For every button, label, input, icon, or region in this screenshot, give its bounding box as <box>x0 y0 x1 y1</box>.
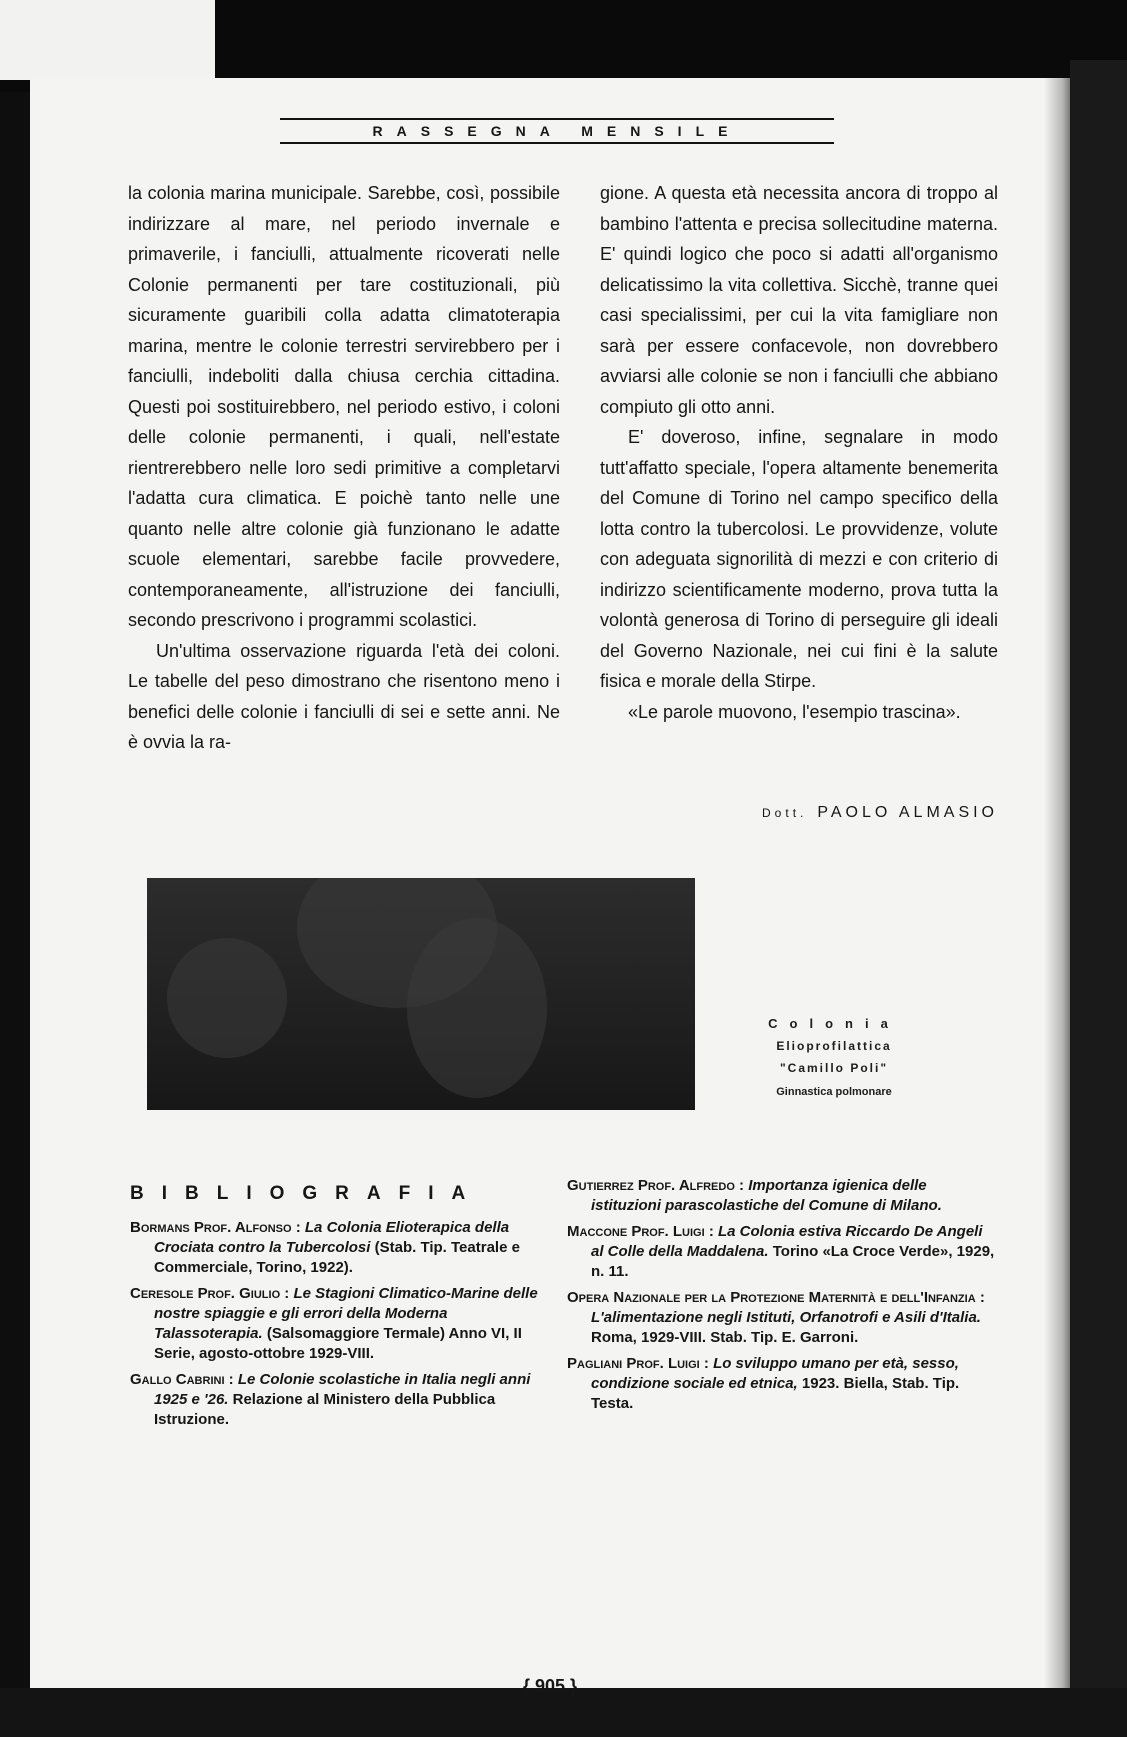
bib-title: Le Colonie scolastiche in Italia negli anni 1925 e '26. <box>154 1371 531 1408</box>
page-number-value: 905 <box>534 1676 566 1696</box>
bib-author: Bormans Prof. Alfonso : <box>130 1219 301 1236</box>
bibliography-entry <box>130 1284 555 1364</box>
bibliography-column-left <box>130 1218 555 1436</box>
paragraph: la colonia marina municipale. Sarebbe, così, possibile indirizzare al mare, nel periodo invernale e primaverile, i fanciulli, attualmente ricoverati nelle Colonie permanenti per tare costituzionali, più sicuramente guaribili colla adatta climatoterapia marina, mentre le colonie terrestri servirebbero per i fanciulli, indeboliti dalla chiusa cerchia cittadina. Questi poi sostituirebbero, nel periodo estivo, i coloni delle colonie permanenti, i quali, nell'estate rientrerebbero nelle loro sedi primitive a completarvi l'adatta cura climatica. E poichè tanto nelle une quanto nelle altre colonie già funzionano le adatte scuole elementari, sarebbe facile provvedere, contemporaneamente, all'istruzione dei fanciulli, secondo prescrivono i programmi scolastici. <box>128 183 560 630</box>
bibliography-entry <box>130 1218 555 1278</box>
bibliography-heading: BIBLIOGRAFIA <box>130 1183 484 1204</box>
bibliography-entry <box>130 1370 555 1430</box>
bib-details: Relazione al Ministero della Pubblica Istruzione. <box>154 1391 496 1428</box>
photo-foliage <box>167 938 287 1058</box>
running-head: RASSEGNA MENSILE <box>280 118 834 144</box>
photo-foliage <box>407 918 547 1098</box>
signature-name: PAOLO ALMASIO <box>817 804 998 821</box>
bib-details: 1923. Biella, Stab. Tip. Testa. <box>591 1375 960 1412</box>
bib-details: Torino «La Croce Verde», 1929, n. 11. <box>591 1243 995 1280</box>
bib-title: La Colonia Elioterapica della Crociata contro la Tubercolosi <box>154 1219 510 1256</box>
bibliography-entry <box>567 1176 995 1216</box>
scan-border-right <box>1070 60 1127 1737</box>
caption-line: "Camillo Poli" <box>779 1061 889 1075</box>
paragraph: «Le parole muovono, l'esempio trascina». <box>628 701 961 722</box>
scan-border-step <box>0 0 215 80</box>
bib-title: L'alimentazione negli Istituti, Orfanotrofi e Asili d'Italia. <box>591 1309 981 1326</box>
paragraph: E' doveroso, infine, segnalare in modo tutt'affatto speciale, l'opera altamente benemerita del Comune di Torino nel campo specifico della lotta contro la tubercolosi. Le provvidenze, volute con adeguata signorilità di mezzi e con criterio di indirizzo scientificamente moderno, prova tutta la volontà generosa di Torino di perseguire gli ideali del Governo Nazionale, nei cui fini è la salute fisica e morale della Stirpe. <box>600 427 998 691</box>
paragraph: Un'ultima osservazione riguarda l'età dei coloni. Le tabelle del peso dimostrano che risentono meno i benefici delle colonie i fanciulli di sei e sette anni. Ne è ovvia la ra- <box>128 640 560 752</box>
bibliography-column-right <box>567 1176 995 1420</box>
text-column-left <box>128 178 560 758</box>
bib-author: Gallo Cabrini : <box>130 1371 234 1388</box>
bib-author: Opera Nazionale per la Protezione Maternità e dell'Infanzia : <box>567 1289 985 1306</box>
bib-author: Gutierrez Prof. Alfredo : <box>567 1177 745 1194</box>
bib-title: Le Stagioni Climatico-Marine delle nostre spiaggie e gli errori della Moderna Talassoterapia. <box>154 1285 538 1342</box>
bib-details: Roma, 1929-VIII. Stab. Tip. E. Garroni. <box>591 1329 859 1346</box>
caption-line: Elioprofilattica <box>776 1039 892 1053</box>
bibliography-entry <box>567 1222 995 1282</box>
page-number: { 905 } <box>522 1676 578 1696</box>
photo-caption <box>710 1013 958 1105</box>
bib-details: (Stab. Tip. Teatrale e Commerciale, Torino, 1922). <box>154 1239 520 1276</box>
page-edge-shadow <box>1044 78 1070 1688</box>
bib-title: La Colonia estiva Riccardo De Angeli al Colle della Maddalena. <box>591 1223 983 1260</box>
page <box>30 78 1070 1696</box>
bib-title: Importanza igienica delle istituzioni parascolastiche del Comune di Milano. <box>591 1177 942 1214</box>
bibliography-entry <box>567 1288 995 1348</box>
author-signature <box>680 804 998 822</box>
bib-details: (Salsomaggiore Termale) Anno VI, II Serie, agosto-ottobre 1929-VIII. <box>154 1325 522 1362</box>
text-column-right <box>600 178 998 727</box>
caption-line: Ginnastica polmonare <box>776 1086 892 1098</box>
signature-prefix: Dott. <box>762 806 808 820</box>
caption-line: Colonia <box>768 1016 900 1031</box>
paragraph: gione. A questa età necessita ancora di troppo al bambino l'attenta e precisa sollecitudine materna. E' quindi logico che poco si adatti all'organismo delicatissimo la vita collettiva. Sicchè, tranne quei casi specialissimi, per cui la vita famigliare non sarà per essere confacevole, non dovrebbero avviarsi alle colonie se non i fanciulli che abbiano compiuto gli otto anni. <box>600 183 998 417</box>
photograph <box>147 878 695 1110</box>
bib-author: Ceresole Prof. Giulio : <box>130 1285 290 1302</box>
bib-title: Lo sviluppo umano per età, sesso, condizione sociale ed etnica, <box>591 1355 959 1392</box>
bib-author: Maccone Prof. Luigi : <box>567 1223 714 1240</box>
bib-author: Pagliani Prof. Luigi : <box>567 1355 709 1372</box>
bibliography-entry <box>567 1354 995 1414</box>
